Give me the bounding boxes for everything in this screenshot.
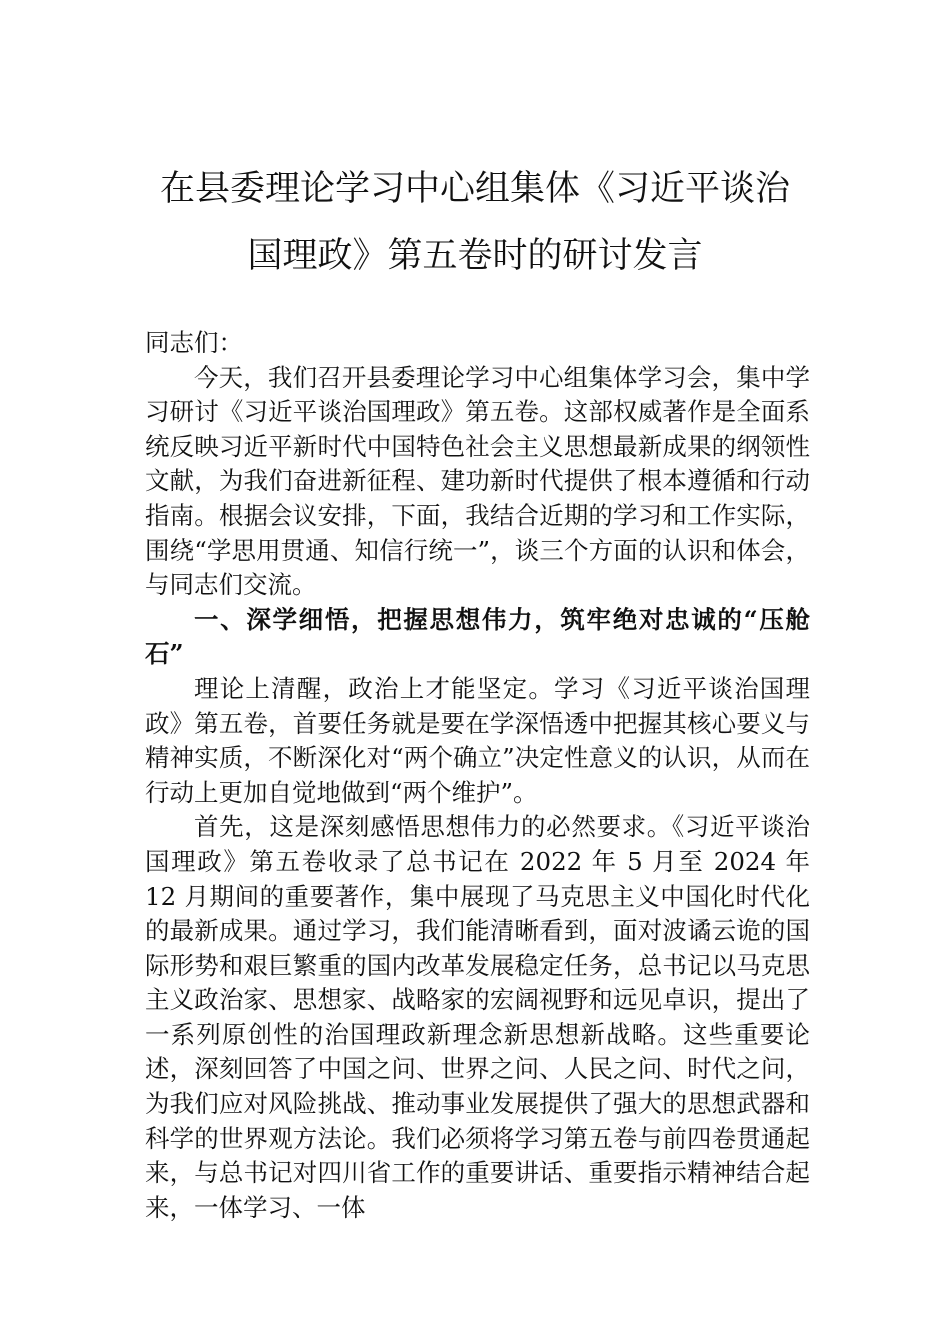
paragraph-first-point: 首先，这是深刻感悟思想伟力的必然要求。《习近平谈治国理政》第五卷收录了总书记在 2022 年 5 月至 2024 年 12 月期间的重要著作，集中展现了马克思主义中国化时代化的最新成果。通过学习，我们能清晰看到，面对波谲云诡的国际形势和艰巨繁重的国内改革发展稳定任务，总书记以马克思主义政治家、思想家、战略家的宏阔视野和远见卓识，提出了一系列原创性的治国理政新理念新思想新战略。这些重要论述，深刻回答了中国之问、世界之问、人民之问、时代之问，为我们应对风险挑战、推动事业发展提供了强大的思想武器和科学的世界观方法论。我们必须将学习第五卷与前四卷贯通起来，与总书记对四川省工作的重要讲话、重要指示精神结合起来，一体学习、一体 bbox=[145, 812, 810, 1222]
salutation: 同志们： bbox=[145, 328, 243, 357]
title-line-1: 在县委理论学习中心组集体《习近平谈治 bbox=[159, 169, 790, 209]
paragraph-theory: 理论上清醒，政治上才能坚定。学习《习近平谈治国理政》第五卷，首要任务就是要在学深悟透中把握其核心要义与精神实质，不断深化对“两个确立”决定性意义的认识，从而在行动上更加自觉地做到“两个维护”。 bbox=[145, 673, 810, 807]
section-heading-1: 一、深学细悟，把握思想伟力，筑牢绝对忠诚的“压舱石” bbox=[145, 604, 810, 669]
title-line-2: 国理政》第五卷时的研讨发言 bbox=[247, 236, 703, 276]
document-body bbox=[145, 326, 810, 1225]
paragraph-intro: 今天，我们召开县委理论学习中心组集体学习会，集中学习研讨《习近平谈治国理政》第五卷。这部权威著作是全面系统反映习近平新时代中国特色社会主义思想最新成果的纲领性文献，为我们奋进新征程、建功新时代提供了根本遵循和行动指南。根据会议安排，下面，我结合近期的学习和工作实际，围绕“学思用贯通、知信行统一”，谈三个方面的认识和体会，与同志们交流。 bbox=[145, 362, 810, 600]
document-title bbox=[120, 156, 830, 290]
